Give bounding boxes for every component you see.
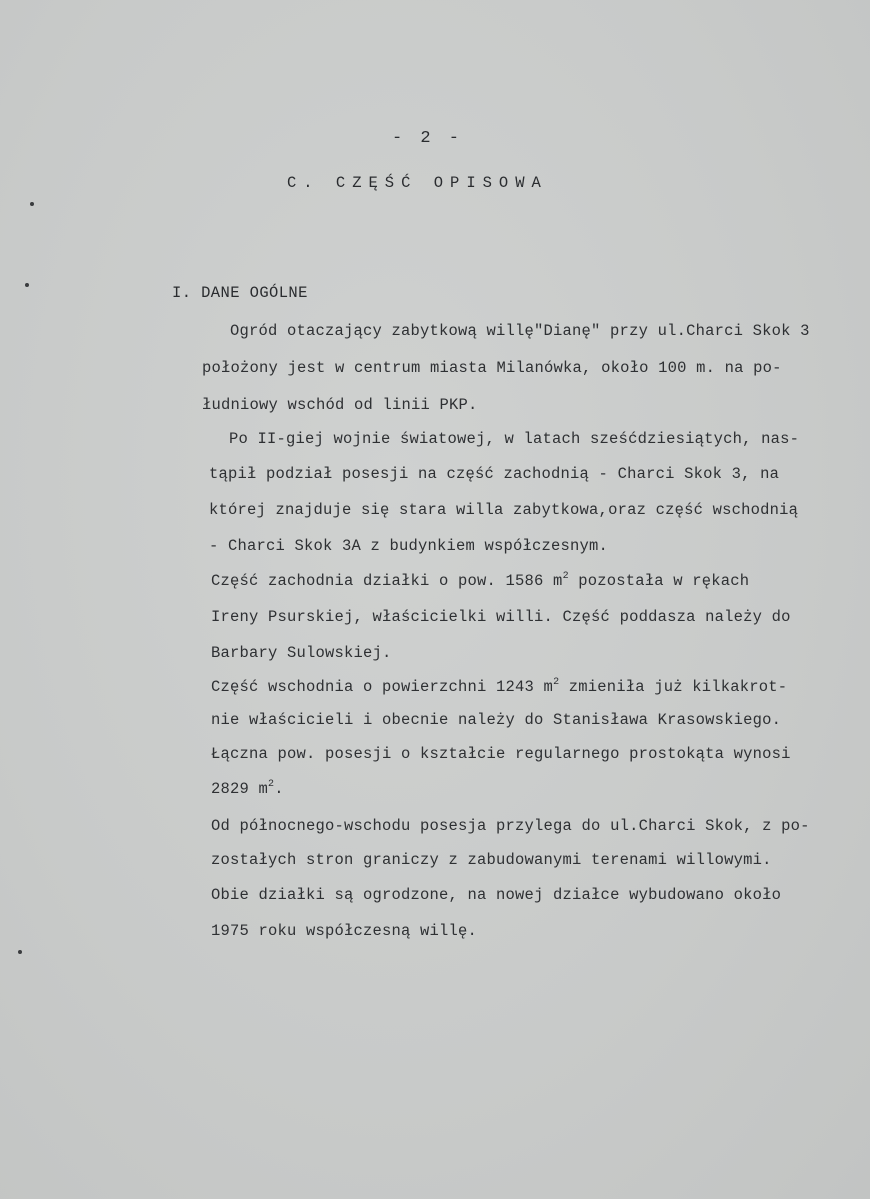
body-line-6 — [209, 501, 798, 519]
body-line-8 — [211, 572, 749, 590]
line-text: łudniowy wschód od linii PKP. — [202, 396, 478, 414]
line-text: Barbary Sulowskiej. — [211, 644, 392, 662]
line-text: Ireny Psurskiej, właścicielki willi. Część poddasza należy do — [211, 608, 791, 626]
line-text: Od północnego-wschodu posesja przylega do ul.Charci Skok, z po- — [211, 817, 810, 835]
margin-speck — [30, 202, 34, 206]
superscript-two: 2 — [562, 571, 569, 582]
body-line-4 — [229, 430, 799, 448]
superscript-two: 2 — [553, 677, 560, 688]
line-text: 1975 roku współczesną willę. — [211, 922, 478, 940]
body-line-1 — [230, 322, 810, 340]
line-text: Łączna pow. posesji o kształcie regularnego prostokąta wynosi — [211, 745, 791, 763]
line-text: tąpił podział posesji na część zachodnią - Charci Skok 3, na — [209, 465, 780, 483]
margin-speck — [25, 283, 29, 287]
body-line-16 — [211, 851, 772, 869]
body-line-15 — [211, 817, 810, 835]
body-line-9 — [211, 608, 791, 626]
line-text: 2829 m — [211, 780, 269, 798]
body-line-11 — [211, 678, 787, 696]
line-tail: zmieniła już kilkakrot- — [559, 678, 788, 696]
line-tail: . — [274, 780, 284, 798]
line-text: której znajduje się stara willa zabytkowa,oraz część wschodnią — [209, 501, 799, 519]
page-number: - 2 - — [392, 129, 464, 148]
line-tail: pozostała w rękach — [568, 572, 750, 590]
body-line-2 — [202, 359, 782, 377]
line-text: Część zachodnia działki o pow. 1586 m — [211, 572, 563, 590]
line-text: Część wschodnia o powierzchni 1243 m — [211, 678, 554, 696]
line-text: Obie działki są ogrodzone, na nowej działce wybudowano około — [211, 886, 782, 904]
line-text: Po II-giej wojnie światowej, w latach sześćdziesiątych, nas- — [229, 430, 800, 448]
body-line-7 — [209, 537, 608, 555]
line-text: zostałych stron graniczy z zabudowanymi terenami willowymi. — [211, 851, 772, 869]
margin-speck — [18, 950, 22, 954]
section-title: C. CZĘŚĆ OPISOWA — [287, 174, 548, 192]
body-line-17 — [211, 886, 781, 904]
section-heading: I. DANE OGÓLNE — [172, 284, 308, 302]
body-line-5 — [209, 465, 779, 483]
body-line-3 — [202, 396, 478, 414]
body-line-18 — [211, 922, 477, 940]
line-text: Ogród otaczający zabytkową willę"Dianę" przy ul.Charci Skok 3 — [230, 322, 810, 340]
line-text: położony jest w centrum miasta Milanówka, około 100 m. na po- — [202, 359, 782, 377]
line-text: - Charci Skok 3A z budynkiem współczesnym. — [209, 537, 609, 555]
body-line-10 — [211, 644, 392, 662]
line-text: nie właścicieli i obecnie należy do Stanisława Krasowskiego. — [211, 711, 782, 729]
superscript-two: 2 — [268, 779, 275, 790]
body-line-14 — [211, 780, 284, 798]
body-line-12 — [211, 711, 781, 729]
body-line-13 — [211, 745, 791, 763]
